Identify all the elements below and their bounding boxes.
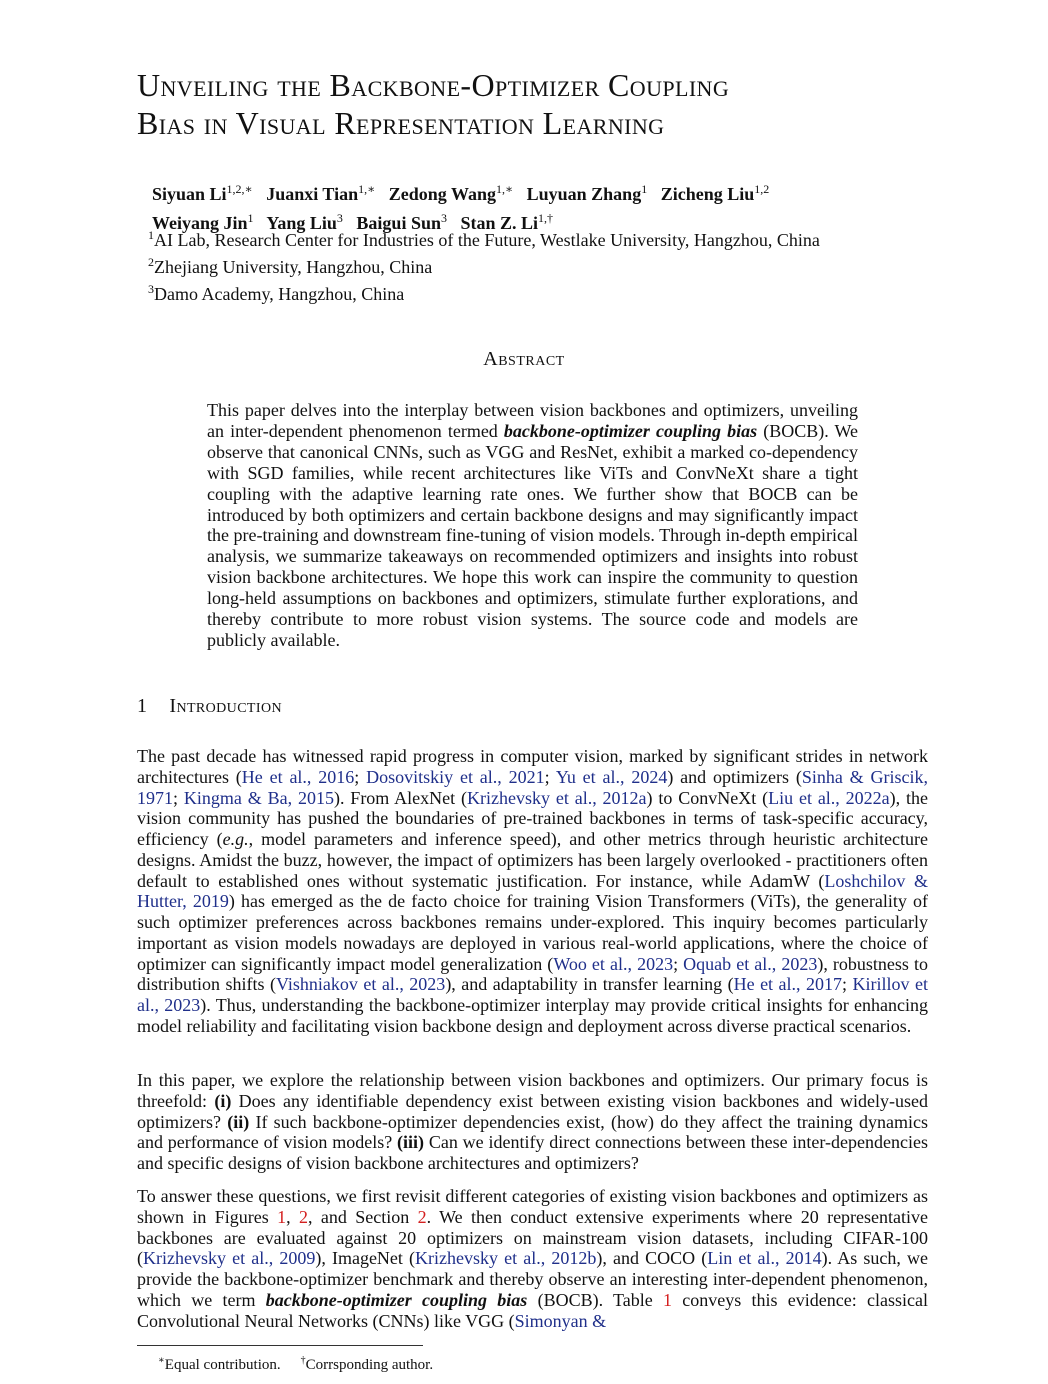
citation-link[interactable]: Vishniakov et al., 2023	[275, 974, 446, 995]
affiliations	[148, 224, 968, 305]
author: Yang Liu$^3$	[266, 211, 343, 233]
title-line-2: Bias in Visual Representation Learning	[137, 105, 665, 141]
author: Zedong Wang$^{1,∗}$	[388, 182, 514, 204]
term-bocb: backbone-optimizer coupling bias	[265, 1289, 528, 1310]
intro-paragraph-3: To answer these questions, we first revisit different categories of existing vision backbones and optimizers as shown in Figures 1, 2, and Section 2. We then conduct extensive experiments where 20 representative backbones are evaluated against 20 optimizers on mainstream vision datasets, including CIFAR-100 (Krizhevsky et al., 2009), ImageNet (Krizhevsky et al., 2012b), and COCO (Lin et al., 2014). As such, we provide the backbone-optimizer benchmark and thereby observe an interesting inter-dependent phenomenon, which we term backbone-optimizer coupling bias (BOCB). Table 1 conveys this evidence: classical Convolutional Neural Networks (CNNs) like VGG (Simonyan &	[137, 1186, 929, 1331]
section-ref-link[interactable]: 2	[417, 1206, 427, 1227]
figure-ref-link[interactable]: 2	[298, 1206, 308, 1227]
citation-link[interactable]: Woo et al., 2023	[553, 953, 674, 974]
citation-link[interactable]: Yu et al., 2024	[555, 766, 668, 787]
citation-link[interactable]: Krizhevsky et al., 2012a	[467, 787, 647, 808]
affiliation: $^1$AI Lab, Research Center for Industries of the Future, Westlake University, Hangzhou, China	[148, 228, 820, 250]
citation-link[interactable]: Simonyan &	[514, 1310, 607, 1331]
section-title: Introduction	[169, 695, 282, 717]
author: Weiyang Jin$^1$	[152, 211, 254, 233]
paper-title	[137, 66, 957, 142]
intro-paragraph-2: In this paper, we explore the relationship between vision backbones and optimizers. Our primary focus is threefold: (i) Does any identifiable dependency exist between existing vision backbones and widely-used optimizers? (ii) If such backbone-optimizer dependencies exist, (how) do they affect the training dynamics and performance of vision models? (iii) Can we identify direct connections between these inter-dependencies and specific designs of vision backbone architectures and optimizers?	[137, 1070, 928, 1173]
author: Siyuan $Li^{1,2,∗}$	[152, 182, 253, 204]
section-number: 1	[137, 695, 148, 717]
term-bocb: backbone-optimizer coupling bias	[503, 420, 758, 441]
author-row-1	[152, 177, 952, 206]
author: Luyuan Zhang$^1$	[526, 182, 648, 204]
citation-link[interactable]: Kingma & Ba, 2015	[183, 787, 334, 808]
citation-link[interactable]: Dosovitskiy et al., 2021	[366, 766, 545, 787]
citation-link[interactable]: Sinha & Griscik, 1971	[137, 766, 928, 808]
footnote: ∗Equal contribution. †Corrsponding author.	[158, 1355, 434, 1373]
citation-link[interactable]: Loshchilov & Hutter, 2019	[137, 870, 928, 912]
citation-link[interactable]: Lin et al., 2014	[707, 1248, 822, 1269]
title-line-1: Unveiling the Backbone-Optimizer Coupling	[137, 67, 730, 103]
citation-link[interactable]: Krizhevsky et al., 2009	[143, 1248, 316, 1269]
citation-link[interactable]: Kirillov et al., 2023	[137, 974, 928, 1015]
author: Stan Z. $Li^{1,\dagger}$	[460, 211, 554, 233]
author: Baigui Sun$^3$	[356, 211, 447, 233]
author: Zicheng Liu$^{1,2}$	[660, 182, 770, 204]
section-heading-introduction	[137, 695, 282, 718]
intro-paragraph-1: The past decade has witnessed rapid progress in computer vision, marked by significant strides in network architectures (He et al., 2016; Dosovitskiy et al., 2021; Yu et al., 2024) and optimizers (Sinha & Griscik, 1971; Kingma & Ba, 2015). From AlexNet (Krizhevsky et al., 2012a) to ConvNeXt (Liu et al., 2022a), the vision community has pushed the boundaries of pre-trained backbones in terms of task-specific accuracy, efficiency (e.g., model parameters and inference speed), and other metrics through heuristic architecture designs. Amidst the buzz, however, the impact of optimizers has been largely overlooked - practitioners often default to established ones without systematic justification. For instance, while AdamW (Loshchilov & Hutter, 2019) has emerged as the de facto choice for training Vision Transformers (ViTs), the generality of such optimizer preferences across backbones remains under-explored. This inquiry becomes particularly important as vision models nowadays are deployed in various real-world applications, where the choice of optimizer can significantly impact model generalization (Woo et al., 2023; Oquab et al., 2023), robustness to distribution shifts (Vishniakov et al., 2023), and adaptability in transfer learning (He et al., 2017; Kirillov et al., 2023). Thus, understanding the backbone-optimizer interplay may provide critical insights for enhancing model reliability and facilitating vision backbone design and deployment across diverse practical scenarios.	[137, 746, 929, 1036]
citation-link[interactable]: Oquab et al., 2023	[683, 953, 818, 974]
figure-ref-link[interactable]: 1	[277, 1206, 287, 1227]
citation-link[interactable]: He et al., 2016	[241, 766, 355, 787]
affiliation: $^3$Damo Academy, Hangzhou, China	[148, 282, 405, 304]
affiliation: $^2$Zhejiang University, Hangzhou, China	[148, 255, 433, 277]
author: Juanxi Tian$^{1,∗}$	[266, 182, 376, 204]
citation-link[interactable]: Krizhevsky et al., 2012b	[415, 1248, 597, 1269]
citation-link[interactable]: He et al., 2017	[733, 974, 843, 995]
table-ref-link[interactable]: 1	[663, 1289, 673, 1310]
abstract-text: This paper delves into the interplay between vision backbones and optimizers, unveiling an inter-dependent phenomenon termed backbone-optimizer coupling bias (BOCB). We observe that canonical CNNs, such as VGG and ResNet, exhibit a marked co-dependency with SGD families, while recent architectures like ViTs and ConvNeXt share a tight coupling with the adaptive learning rate ones. We further show that BOCB can be introduced by both optimizers and certain backbone designs and may significantly impact the pre-training and downstream fine-tuning of vision models. Through in-depth empirical analysis, we summarize takeaways on recommended optimizers and insights into robust vision backbone architectures. We hope this work can inspire the community to question long-held assumptions on backbones and optimizers, stimulate further explorations, and thereby contribute to more robust vision systems. The source code and models are publicly available.	[207, 400, 859, 650]
abstract-heading: Abstract	[483, 348, 565, 370]
citation-link[interactable]: Liu et al., 2022a	[768, 787, 890, 808]
footnote-divider	[137, 1345, 423, 1346]
